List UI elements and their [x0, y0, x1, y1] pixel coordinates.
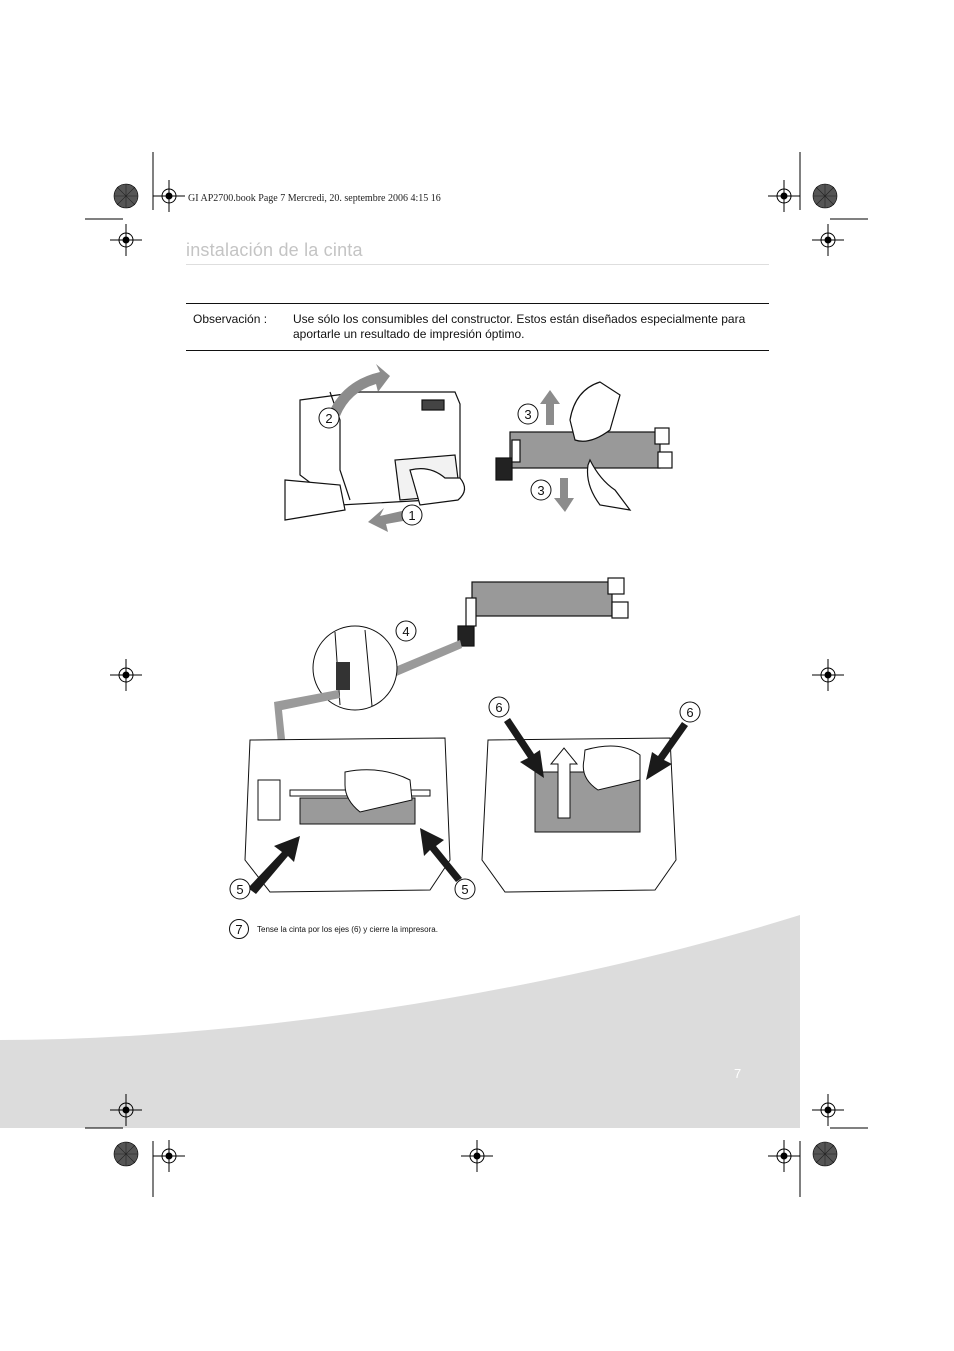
old-ribbon: [496, 382, 672, 510]
new-ribbon: [458, 578, 628, 646]
arrow-lift-up: [540, 390, 560, 425]
section-title: instalación de la cinta: [186, 240, 363, 260]
note-label: Observación :: [193, 312, 268, 326]
page-number: 7: [734, 1066, 742, 1081]
caption-text: Tense la cinta por los ejes (6) y cierre la impresora.: [257, 925, 438, 934]
arrow-lift-down: [554, 478, 574, 512]
step-label-4: 4: [402, 624, 410, 639]
print-header: GI AP2700.book Page 7 Mercredi, 20. septembre 2006 4:15 16: [188, 193, 441, 204]
step-label-3b: 3: [537, 483, 545, 498]
step-label-1: 1: [408, 508, 416, 523]
step-label-5a: 5: [236, 882, 244, 897]
step-label-5b: 5: [461, 882, 469, 897]
note-text: Use sólo los consumibles del constructor. Estos están diseñados especialmente para aportarle un resultado de impresión óptimo.: [293, 312, 746, 341]
printer-open-right: [482, 738, 676, 892]
printer-side-view: [285, 392, 465, 520]
step-label-2: 2: [325, 411, 333, 426]
caption-step-number: 7: [229, 919, 249, 939]
step-label-3a: 3: [524, 407, 532, 422]
step-label-6b: 6: [686, 705, 694, 720]
step-label-6a: 6: [495, 700, 503, 715]
